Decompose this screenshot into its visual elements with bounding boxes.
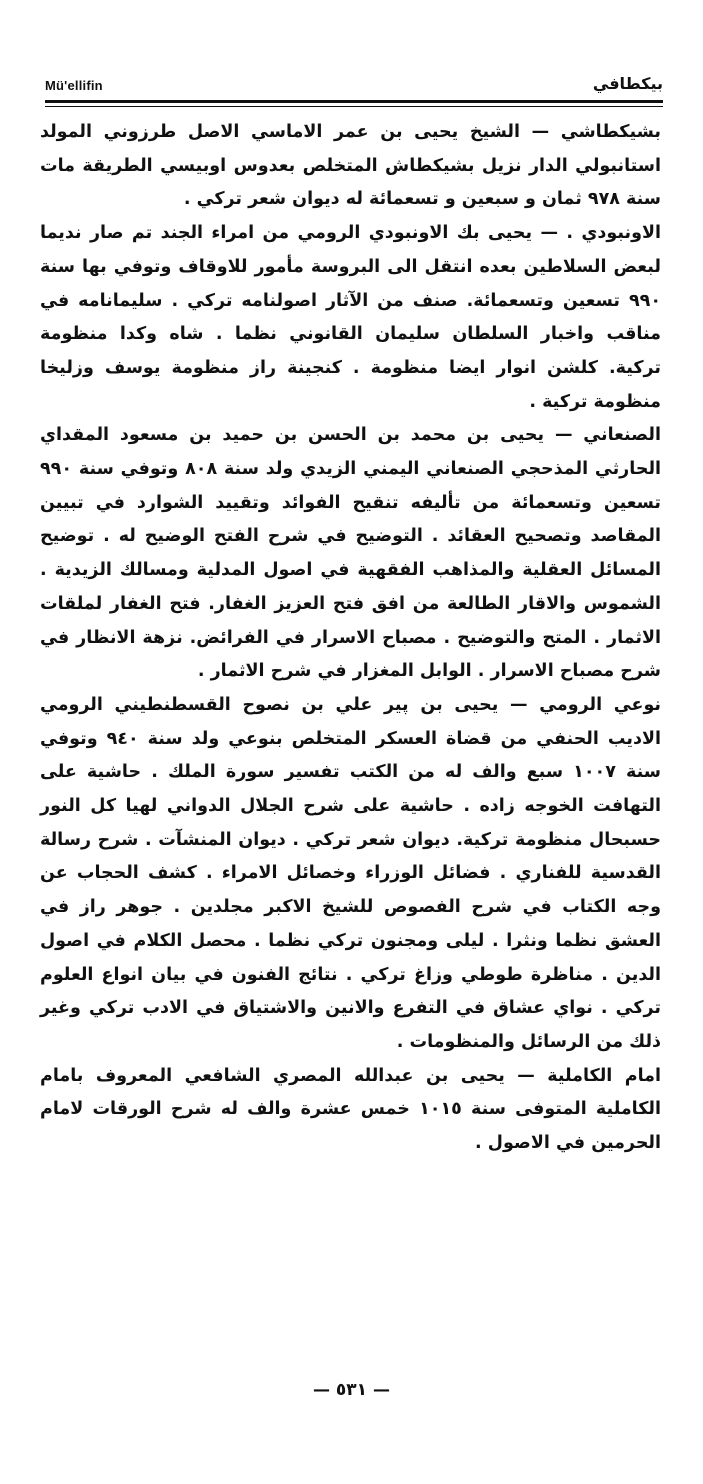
running-title-arabic: بيكطافي [592,74,663,93]
running-title-latin: Mü'ellifin [45,78,103,93]
entry-onbudi: الاونبودي . — يحيى بك الاونبودي الرومي من امراء الجند تم صار نديما لبعض السلاطين بعده انتقل الى البروسة مأمور للاوقاف وتوفي بها سنة ٩٩٠ تسعين وتسعمائة. صنف من الآثار اصولنامه تركي . سليمانامه في مناقب واخبار السلطان سليمان القانوني نظما . شاه وكدا منظومة تركية. كلشن انوار ايضا منظومة . كنجينة راز منظومة يوسف وزليخا منظومة تركية . [40,223,661,412]
entry-nawi-rumi: نوعي الرومي — يحيى بن پير علي بن نصوح القسطنطيني الرومي الاديب الحنفي من قضاة العسكر المتخلص بنوعي ولد سنة ٩٤٠ وتوفي سنة ١٠٠٧ سبع والف له من الكتب تفسير سورة الملك . حاشية على التهافت الخوجه زاده . حاشية على شرح الجلال الدواني لهيا كل النور حسبحال منظومة تركية. ديوان شعر تركي . ديوان المنشآت . شرح رسالة القدسية للفناري . فضائل الوزراء وخصائل الامراء . كشف الحجاب عن وجه الكتاب في شرح الفصوص للشيخ الاكبر مجلدين . جوهر راز في العشق نظما ونثرا . ليلى ومجنون تركي نظما . محصل الكلام في اصول الدين . مناظرة طوطي وزاغ تركي . نتائج الفنون في بيان انواع العلوم تركي . نواي عشاق في التفرع والانين والاشتياق في الادب تركي وغير ذلك من الرسائل والمنظومات . [40,694,662,1052]
entries-column [40,116,661,1161]
entry-imam-kamiliya: امام الكاملية — يحيى بن عبدالله المصري الشافعي المعروف بامام الكاملية المتوفى سنة ١٠١٥ خمس عشرة والف له شرح الورقات لامام الحرمين في الاصول . [40,1065,661,1154]
entry-sanaani: الصنعاني — يحيى بن محمد بن الحسن بن حميد بن مسعود المقداي الحارثي المذحجي الصنعاني اليمني الزيدي ولد سنة ٨٠٨ وتوفي سنة ٩٩٠ تسعين وتسعمائة من تأليفه تنقيح الفوائد وتقييد الشوارد في تبيين المقاصد وتصحيح العقائد . التوضيح في شرح الفتح الوضيح له . توضيح المسائل العقلية والمذاهب الفقهية في اصول المدلية ومسالك الزيدية . الشموس والاقار الطالعة من افق فتح العزيز الغفار. فتح الغفار لملقات الاثمار . المتح والتوضيح . مصباح الاسرار في الفرائض. نزهة الانظار في شرح مصباح الاسرار . الوابل المغزار في شرح الاثمار . [40,425,662,682]
entry-bashiktashi: بشيكطاشي — الشيخ يحيى بن عمر الاماسي الاصل طرزوني المولد استانبولي الدار نزيل بشيكطاش المتخلص بعدوس اوبيسي الطريقة مات سنة ٩٧٨ ثمان و سبعين و تسعمائة له ديوان شعر تركي . [40,122,661,210]
page-number: — ٥٣١ — [313,1380,390,1400]
header-rule-thick [45,100,663,103]
running-header [45,74,663,98]
header-rule-thin [45,106,663,107]
